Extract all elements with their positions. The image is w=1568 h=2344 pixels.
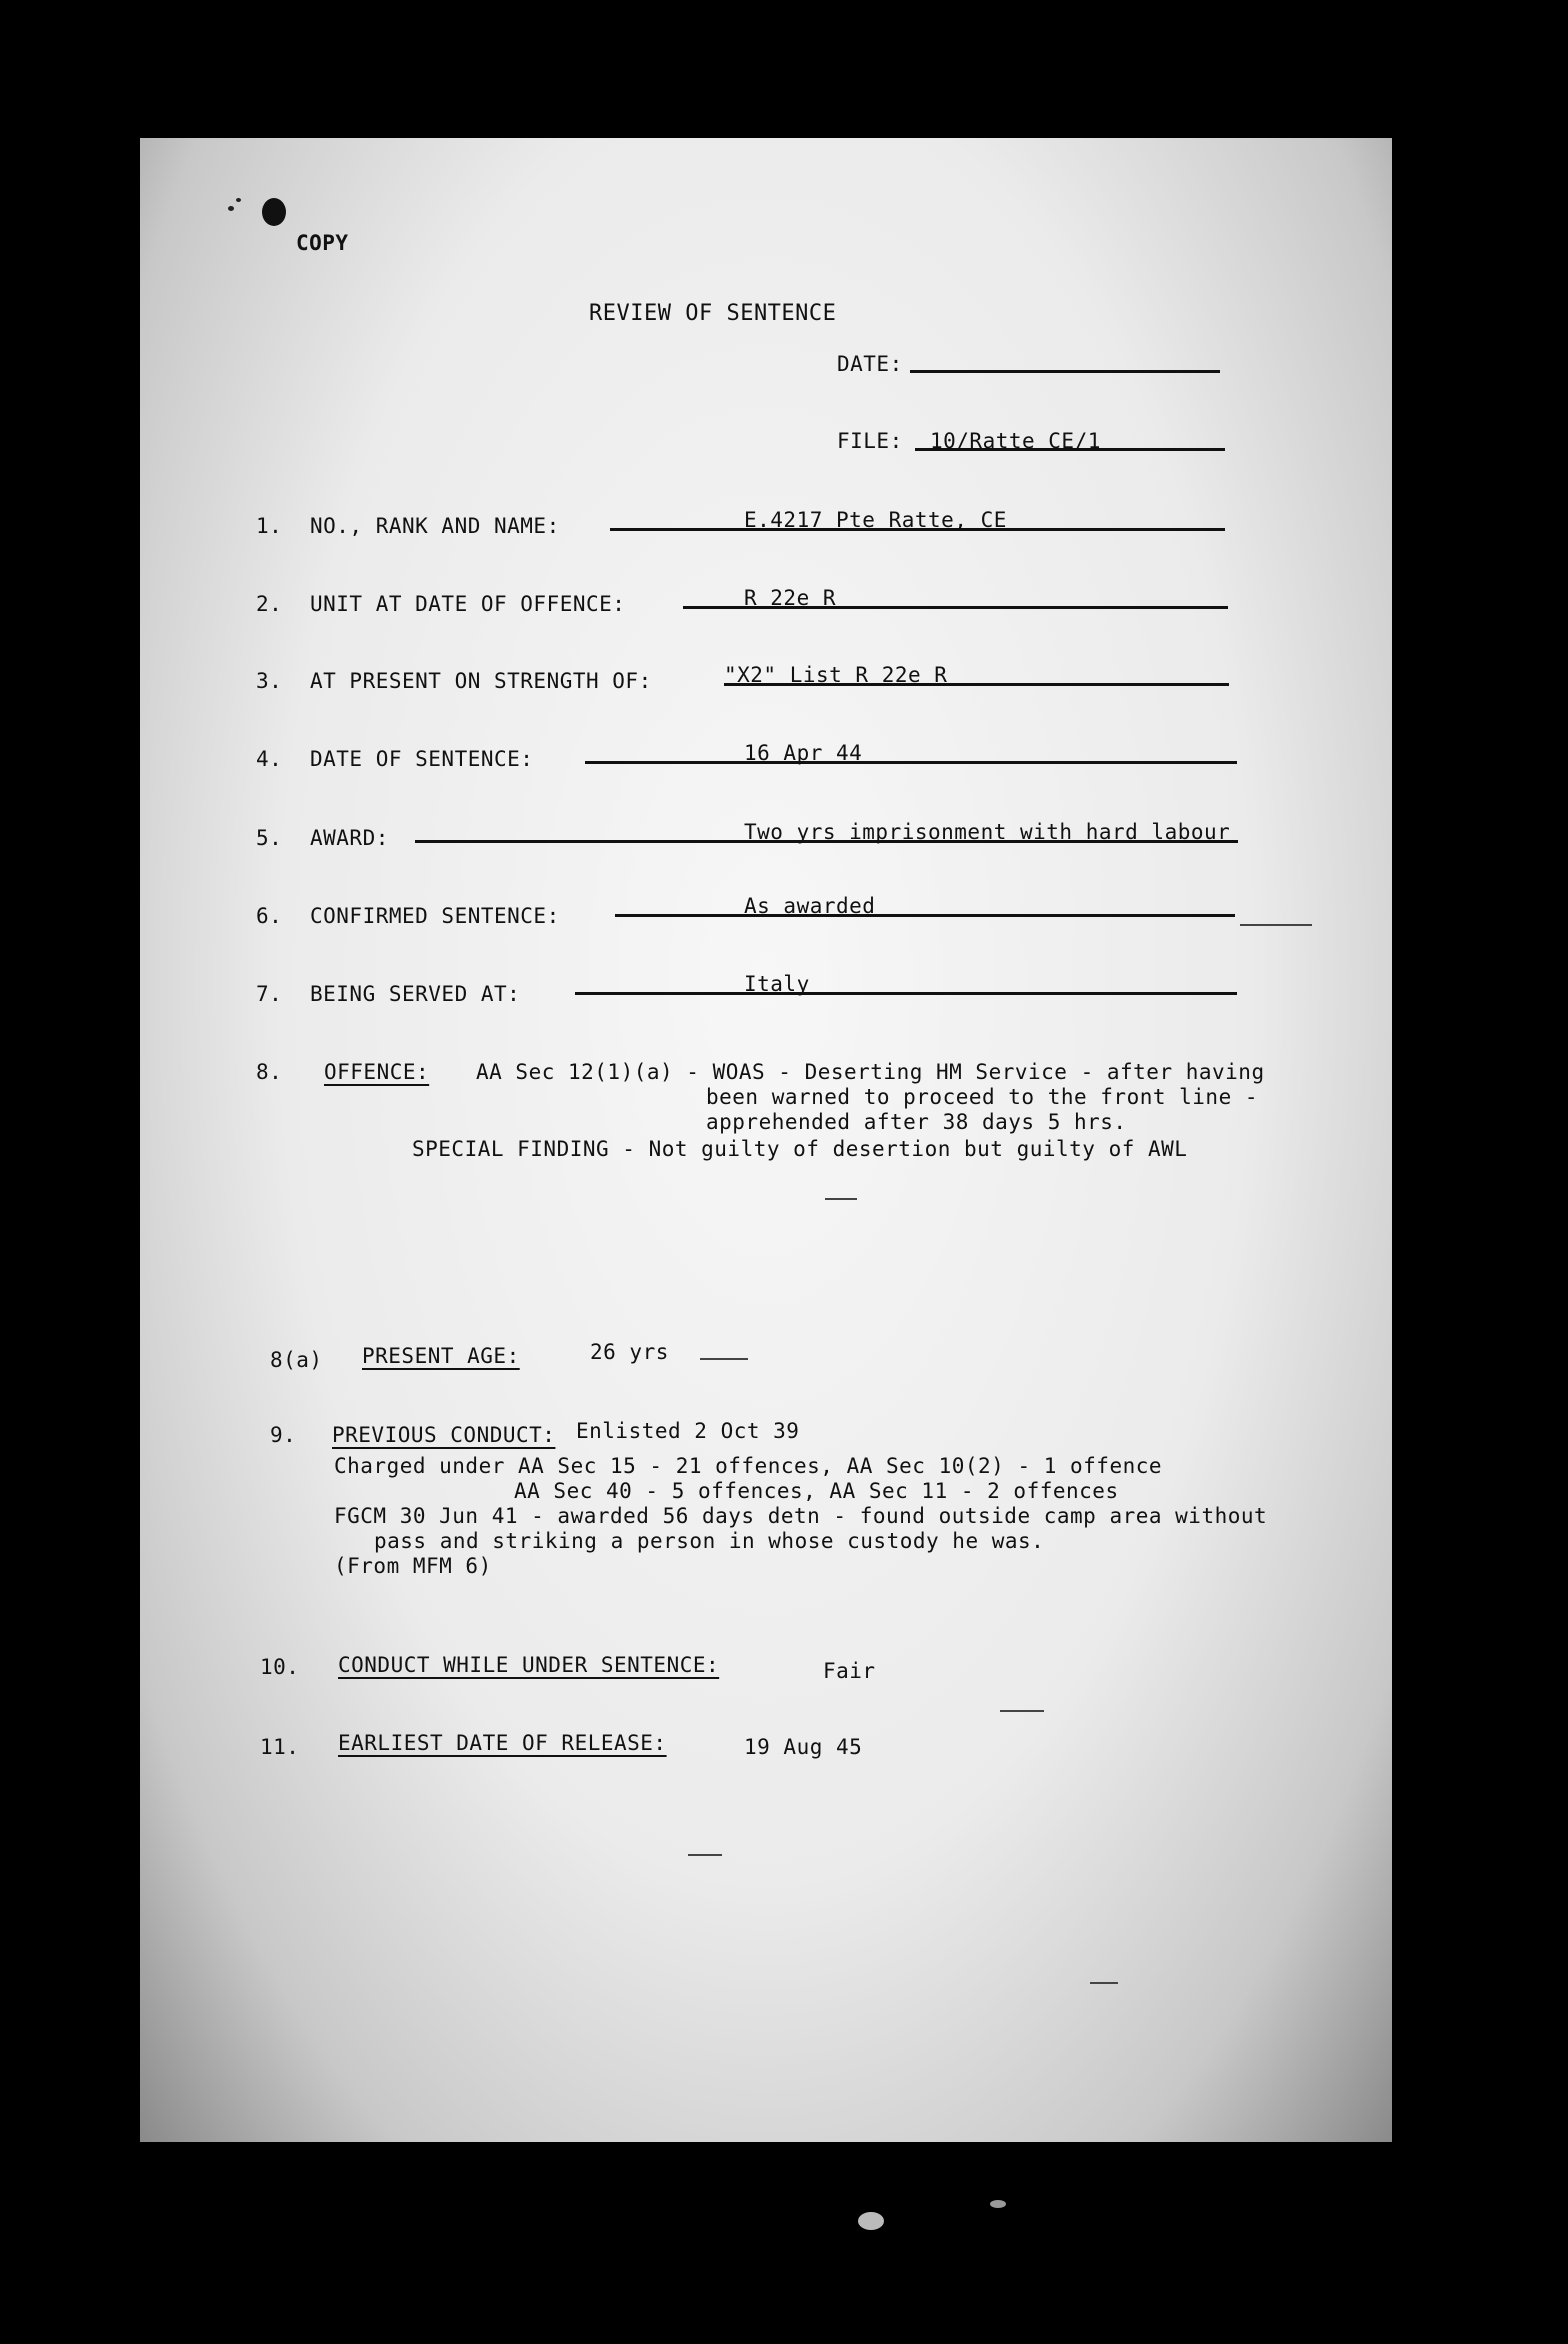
item-8-line-3: apprehended after 38 days 5 hrs. xyxy=(706,1110,1127,1134)
copy-stamp: COPY xyxy=(296,231,349,255)
item-11-number: 11. xyxy=(260,1735,300,1759)
item-1-value: E.4217 Pte Ratte, CE xyxy=(744,508,1007,532)
item-6-label: CONFIRMED SENTENCE: xyxy=(310,904,560,928)
item-9-line-5: (From MFM 6) xyxy=(334,1554,492,1578)
item-8-number: 8. xyxy=(256,1060,283,1084)
item-3-number: 3. xyxy=(256,669,283,693)
item-4-number: 4. xyxy=(256,747,283,771)
item-7-value: Italy xyxy=(744,972,810,996)
mark-line xyxy=(825,1198,857,1200)
item-10-value: Fair xyxy=(823,1659,876,1683)
item-2-number: 2. xyxy=(256,592,283,616)
speck-mark xyxy=(228,206,234,211)
item-4-label: DATE OF SENTENCE: xyxy=(310,747,534,771)
item-5-value: Two yrs imprisonment with hard labour xyxy=(744,820,1231,844)
mark-line xyxy=(1090,1982,1118,1984)
speck-mark xyxy=(990,2200,1006,2208)
item-2-label: UNIT AT DATE OF OFFENCE: xyxy=(310,592,626,616)
item-9-value: Enlisted 2 Oct 39 xyxy=(576,1419,800,1443)
file-value: 10/Ratte CE/1 xyxy=(930,429,1101,453)
item-1-label: NO., RANK AND NAME: xyxy=(310,514,560,538)
item-8a-value: 26 yrs xyxy=(590,1340,669,1364)
item-7-label: BEING SERVED AT: xyxy=(310,982,521,1006)
item-6-line xyxy=(615,914,1235,917)
item-6-extra-line xyxy=(1240,924,1312,926)
date-label: DATE: xyxy=(837,352,903,376)
item-6-number: 6. xyxy=(256,904,283,928)
item-4-line xyxy=(585,761,1237,764)
item-11-label: EARLIEST DATE OF RELEASE: xyxy=(338,1731,667,1755)
item-8-line-1: AA Sec 12(1)(a) - WOAS - Deserting HM Service - after having xyxy=(476,1060,1265,1084)
item-9-label: PREVIOUS CONDUCT: xyxy=(332,1423,556,1447)
item-5-line xyxy=(415,840,1238,843)
item-1-number: 1. xyxy=(256,514,283,538)
file-label: FILE: xyxy=(837,429,903,453)
item-7-line xyxy=(575,992,1237,995)
item-4-value: 16 Apr 44 xyxy=(744,741,863,765)
punch-hole-mark xyxy=(262,198,286,226)
item-8-line-2: been warned to proceed to the front line - xyxy=(706,1085,1259,1109)
item-3-label: AT PRESENT ON STRENGTH OF: xyxy=(310,669,652,693)
item-5-label: AWARD: xyxy=(310,826,389,850)
item-10-number: 10. xyxy=(260,1655,300,1679)
item-7-number: 7. xyxy=(256,982,283,1006)
mark-line xyxy=(1000,1710,1044,1712)
mark-line xyxy=(688,1854,722,1856)
item-9-line-4: pass and striking a person in whose custody he was. xyxy=(374,1529,1045,1553)
speck-mark xyxy=(858,2212,884,2230)
item-8a-label: PRESENT AGE: xyxy=(362,1344,520,1368)
date-line xyxy=(910,370,1220,373)
document-page xyxy=(140,138,1392,2142)
item-11-value: 19 Aug 45 xyxy=(744,1735,863,1759)
item-8a-mark xyxy=(700,1358,748,1360)
file-line xyxy=(915,448,1225,451)
item-8a-number: 8(a) xyxy=(270,1348,323,1372)
item-3-value: "X2" List R 22e R xyxy=(724,663,948,687)
item-9-line-1: Charged under AA Sec 15 - 21 offences, AA Sec 10(2) - 1 offence xyxy=(334,1454,1163,1478)
speck-mark xyxy=(236,198,241,202)
item-8-special-finding: SPECIAL FINDING - Not guilty of desertion but guilty of AWL xyxy=(412,1137,1188,1161)
item-2-line xyxy=(683,606,1228,609)
item-5-number: 5. xyxy=(256,826,283,850)
page-title: REVIEW OF SENTENCE xyxy=(589,301,837,326)
item-8-label: OFFENCE: xyxy=(324,1060,430,1084)
item-1-line xyxy=(610,528,1225,531)
item-9-line-2: AA Sec 40 - 5 offences, AA Sec 11 - 2 offences xyxy=(514,1479,1119,1503)
item-3-line xyxy=(724,683,1229,686)
item-9-number: 9. xyxy=(270,1423,297,1447)
item-6-value: As awarded xyxy=(744,894,876,918)
item-10-label: CONDUCT WHILE UNDER SENTENCE: xyxy=(338,1653,720,1677)
item-9-line-3: FGCM 30 Jun 41 - awarded 56 days detn - found outside camp area without xyxy=(334,1504,1268,1528)
item-2-value: R 22e R xyxy=(744,586,837,610)
